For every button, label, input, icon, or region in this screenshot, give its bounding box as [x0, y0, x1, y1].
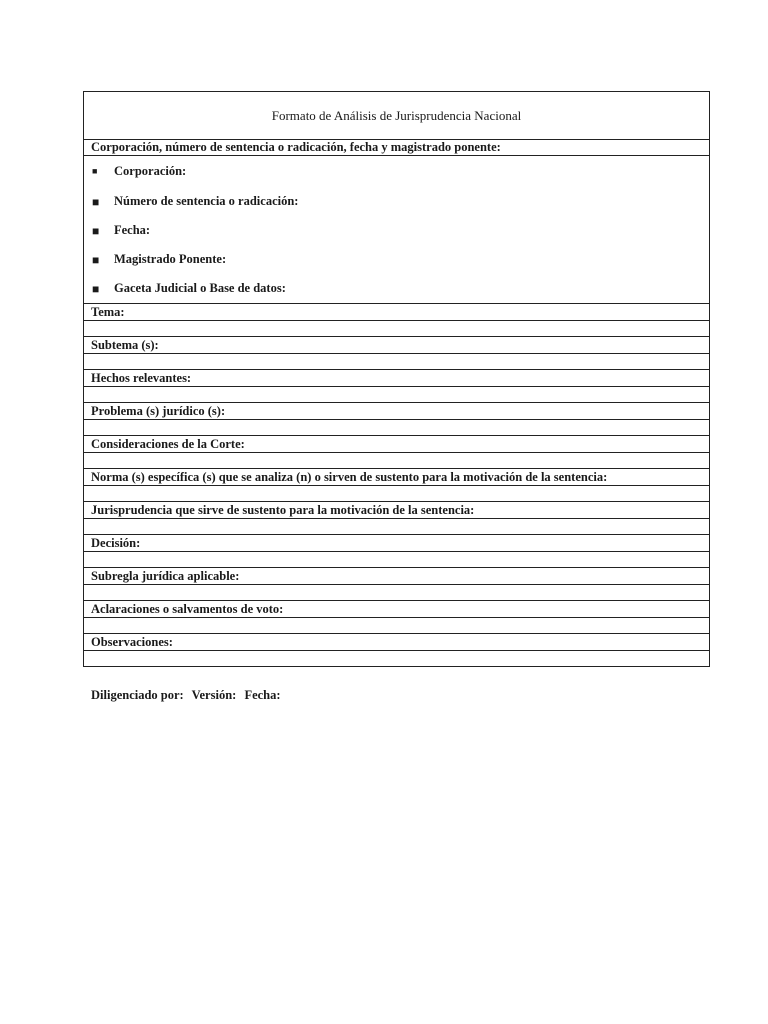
bullet-item-gaceta	[91, 274, 709, 303]
square-bullet-icon: ■	[92, 281, 100, 296]
bullet-item-fecha	[91, 216, 709, 245]
field-label-row-hechos	[84, 370, 710, 387]
field-label: Norma (s) específica (s) que se analiza (n) o sirven de sustento para la motivación de la sentencia:	[84, 469, 710, 486]
bullet-label: Gaceta Judicial o Base de datos:	[114, 281, 286, 296]
field-blank-row-norma	[84, 486, 710, 502]
field-input-cell[interactable]	[84, 420, 710, 436]
field-blank-row-subtema	[84, 354, 710, 370]
field-label-row-subtema	[84, 337, 710, 354]
square-bullet-icon: ■	[92, 194, 100, 209]
bullets-row	[84, 156, 710, 304]
field-label-row-problema	[84, 403, 710, 420]
corp-header-label: Corporación, número de sentencia o radicación, fecha y magistrado ponente:	[84, 140, 710, 156]
bullet-item-numero	[91, 187, 709, 216]
field-label: Jurisprudencia que sirve de sustento para la motivación de la sentencia:	[84, 502, 710, 519]
bullet-item-magistrado	[91, 245, 709, 274]
field-label: Problema (s) jurídico (s):	[84, 403, 710, 420]
field-blank-row-tema	[84, 321, 710, 337]
field-label-row-norma	[84, 469, 710, 486]
field-blank-row-aclaraciones	[84, 618, 710, 634]
field-label-row-consideraciones	[84, 436, 710, 453]
field-label: Tema:	[84, 304, 710, 321]
field-input-cell[interactable]	[84, 387, 710, 403]
corp-header-row	[84, 140, 710, 156]
field-label-row-tema	[84, 304, 710, 321]
bullet-list	[91, 156, 709, 303]
footer-line	[91, 688, 286, 703]
bullet-label: Número de sentencia o radicación:	[114, 194, 299, 209]
field-blank-row-jurisprudencia	[84, 519, 710, 535]
square-bullet-icon: ■	[92, 252, 100, 267]
field-input-cell[interactable]	[84, 585, 710, 601]
field-input-cell[interactable]	[84, 618, 710, 634]
field-label: Aclaraciones o salvamentos de voto:	[84, 601, 710, 618]
bullets-cell	[84, 156, 710, 304]
title-row	[84, 92, 710, 140]
field-blank-row-hechos	[84, 387, 710, 403]
field-input-cell[interactable]	[84, 486, 710, 502]
field-blank-row-subregla	[84, 585, 710, 601]
form-title: Formato de Análisis de Jurisprudencia Nacional	[84, 92, 710, 140]
field-blank-row-consideraciones	[84, 453, 710, 469]
field-label: Subtema (s):	[84, 337, 710, 354]
field-label-row-subregla	[84, 568, 710, 585]
bullet-label: Corporación:	[114, 164, 187, 179]
field-label-row-aclaraciones	[84, 601, 710, 618]
field-label: Observaciones:	[84, 634, 710, 651]
bullet-item-corporacion	[91, 156, 709, 187]
field-blank-row-problema	[84, 420, 710, 436]
square-bullet-icon: ■	[92, 223, 100, 238]
field-blank-row-observaciones	[84, 651, 710, 667]
field-label: Subregla jurídica aplicable:	[84, 568, 710, 585]
field-input-cell[interactable]	[84, 651, 710, 667]
field-label-row-jurisprudencia	[84, 502, 710, 519]
bullet-label: Fecha:	[114, 223, 151, 238]
small-square-bullet-icon: ■	[92, 166, 98, 176]
field-input-cell[interactable]	[84, 354, 710, 370]
field-input-cell[interactable]	[84, 321, 710, 337]
analysis-form-table	[83, 91, 710, 667]
field-input-cell[interactable]	[84, 519, 710, 535]
field-label: Hechos relevantes:	[84, 370, 710, 387]
footer-fecha: Fecha:	[244, 688, 281, 702]
field-blank-row-decision	[84, 552, 710, 568]
footer-diligenciado: Diligenciado por:	[91, 688, 184, 702]
bullet-label: Magistrado Ponente:	[114, 252, 227, 267]
field-label: Decisión:	[84, 535, 710, 552]
field-input-cell[interactable]	[84, 552, 710, 568]
footer-version: Versión:	[191, 688, 237, 702]
field-label-row-observaciones	[84, 634, 710, 651]
field-input-cell[interactable]	[84, 453, 710, 469]
field-label: Consideraciones de la Corte:	[84, 436, 710, 453]
field-label-row-decision	[84, 535, 710, 552]
